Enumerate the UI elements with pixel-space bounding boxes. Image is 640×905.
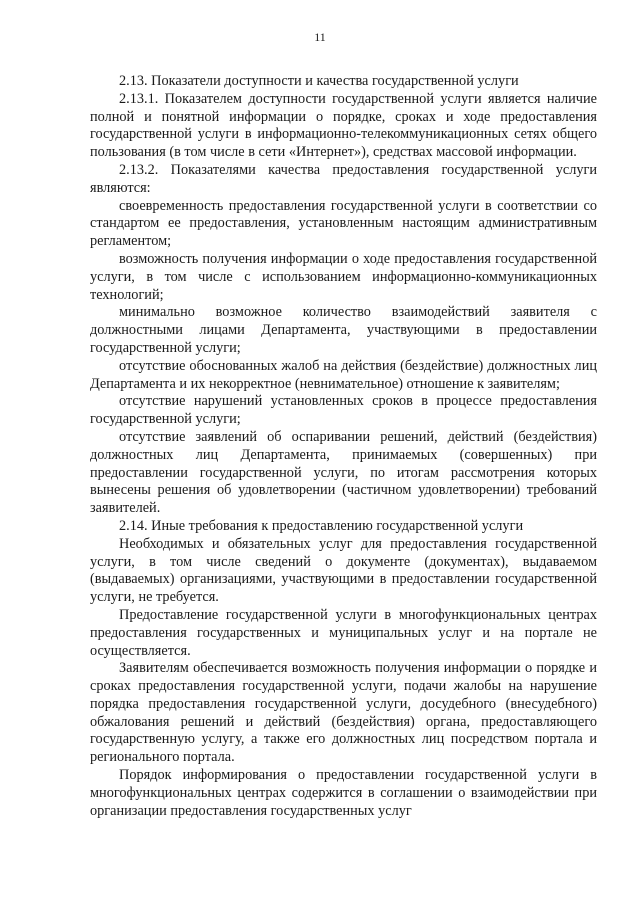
- document-body: [90, 73, 597, 820]
- list-item-no-complaints: отсутствие обоснованных жалоб на действия (бездействие) должностных лиц Департамента и их некорректное (невнимательное) отношение к заявителям;: [90, 357, 597, 392]
- list-item-timeliness: своевременность предоставления государственной услуги в соответствии со стандартом ее предоставления, установленным настоящим административным регламентом;: [90, 197, 597, 250]
- paragraph-mfc-portal: Предоставление государственной услуги в многофункциональных центрах предоставления государственных и муниципальных услуг и на портале не осуществляется.: [90, 606, 597, 659]
- list-item-minimal-interactions: минимально возможное количество взаимодействий заявителя с должностными лицами Департамента, участвующими в предоставлении государственной услуги;: [90, 304, 597, 356]
- list-item-no-deadline-violations: отсутствие нарушений установленных сроков в процессе предоставления государственной услуги;: [90, 393, 597, 428]
- section-heading-2-13: 2.13. Показатели доступности и качества государственной услуги: [119, 73, 519, 89]
- list-item-no-disputes: отсутствие заявлений об оспаривании решений, действий (бездействия) должностных лиц Департамента, принимаемых (совершенных) при предоставлении государственной услуги, по итогам рассмотрения которых вынесены решения об удовлетворении (частичном удовлетворении) требований заявителей.: [90, 428, 597, 517]
- paragraph-mfc-informing: Порядок информирования о предоставлении государственной услуги в многофункциональных центрах содержится в соглашении о взаимодействии при организации предоставления государственных услуг: [90, 767, 597, 819]
- paragraph-applicant-information: Заявителям обеспечивается возможность получения информации о порядке и сроках предоставления государственной услуги, подачи жалобы на нарушение порядка предоставления государственной услуги, досудебного (внесудебного) обжалования решений и действий (бездействия) органа, предоставляющего государственную услугу, а также его должностных лиц посредством портала и регионального портала.: [90, 660, 597, 766]
- page-number: 11: [314, 30, 326, 44]
- paragraph-2-13-2: 2.13.2. Показателями качества предоставления государственной услуги являются:: [90, 161, 597, 196]
- paragraph-2-13-1: 2.13.1. Показателем доступности государственной услуги является наличие полной и понятной информации о порядке, сроках и ходе предоставления государственной услуги в информационно-телекоммуникационных сетях общего пользования (в том числе в сети «Интернет»), средствах массовой информации.: [90, 90, 597, 161]
- section-heading-2-14: 2.14. Иные требования к предоставлению государственной услуги: [119, 517, 524, 534]
- paragraph-required-services: Необходимых и обязательных услуг для предоставления государственной услуги, в том числе сведений о документе (документах), выдаваемом (выдаваемых) организациями, участвующими в предоставлении государственной услуги, не требуется.: [90, 535, 597, 606]
- list-item-information-access: возможность получения информации о ходе предоставления государственной услуги, в том числе с использованием информационно-коммуникационных технологий;: [90, 250, 597, 303]
